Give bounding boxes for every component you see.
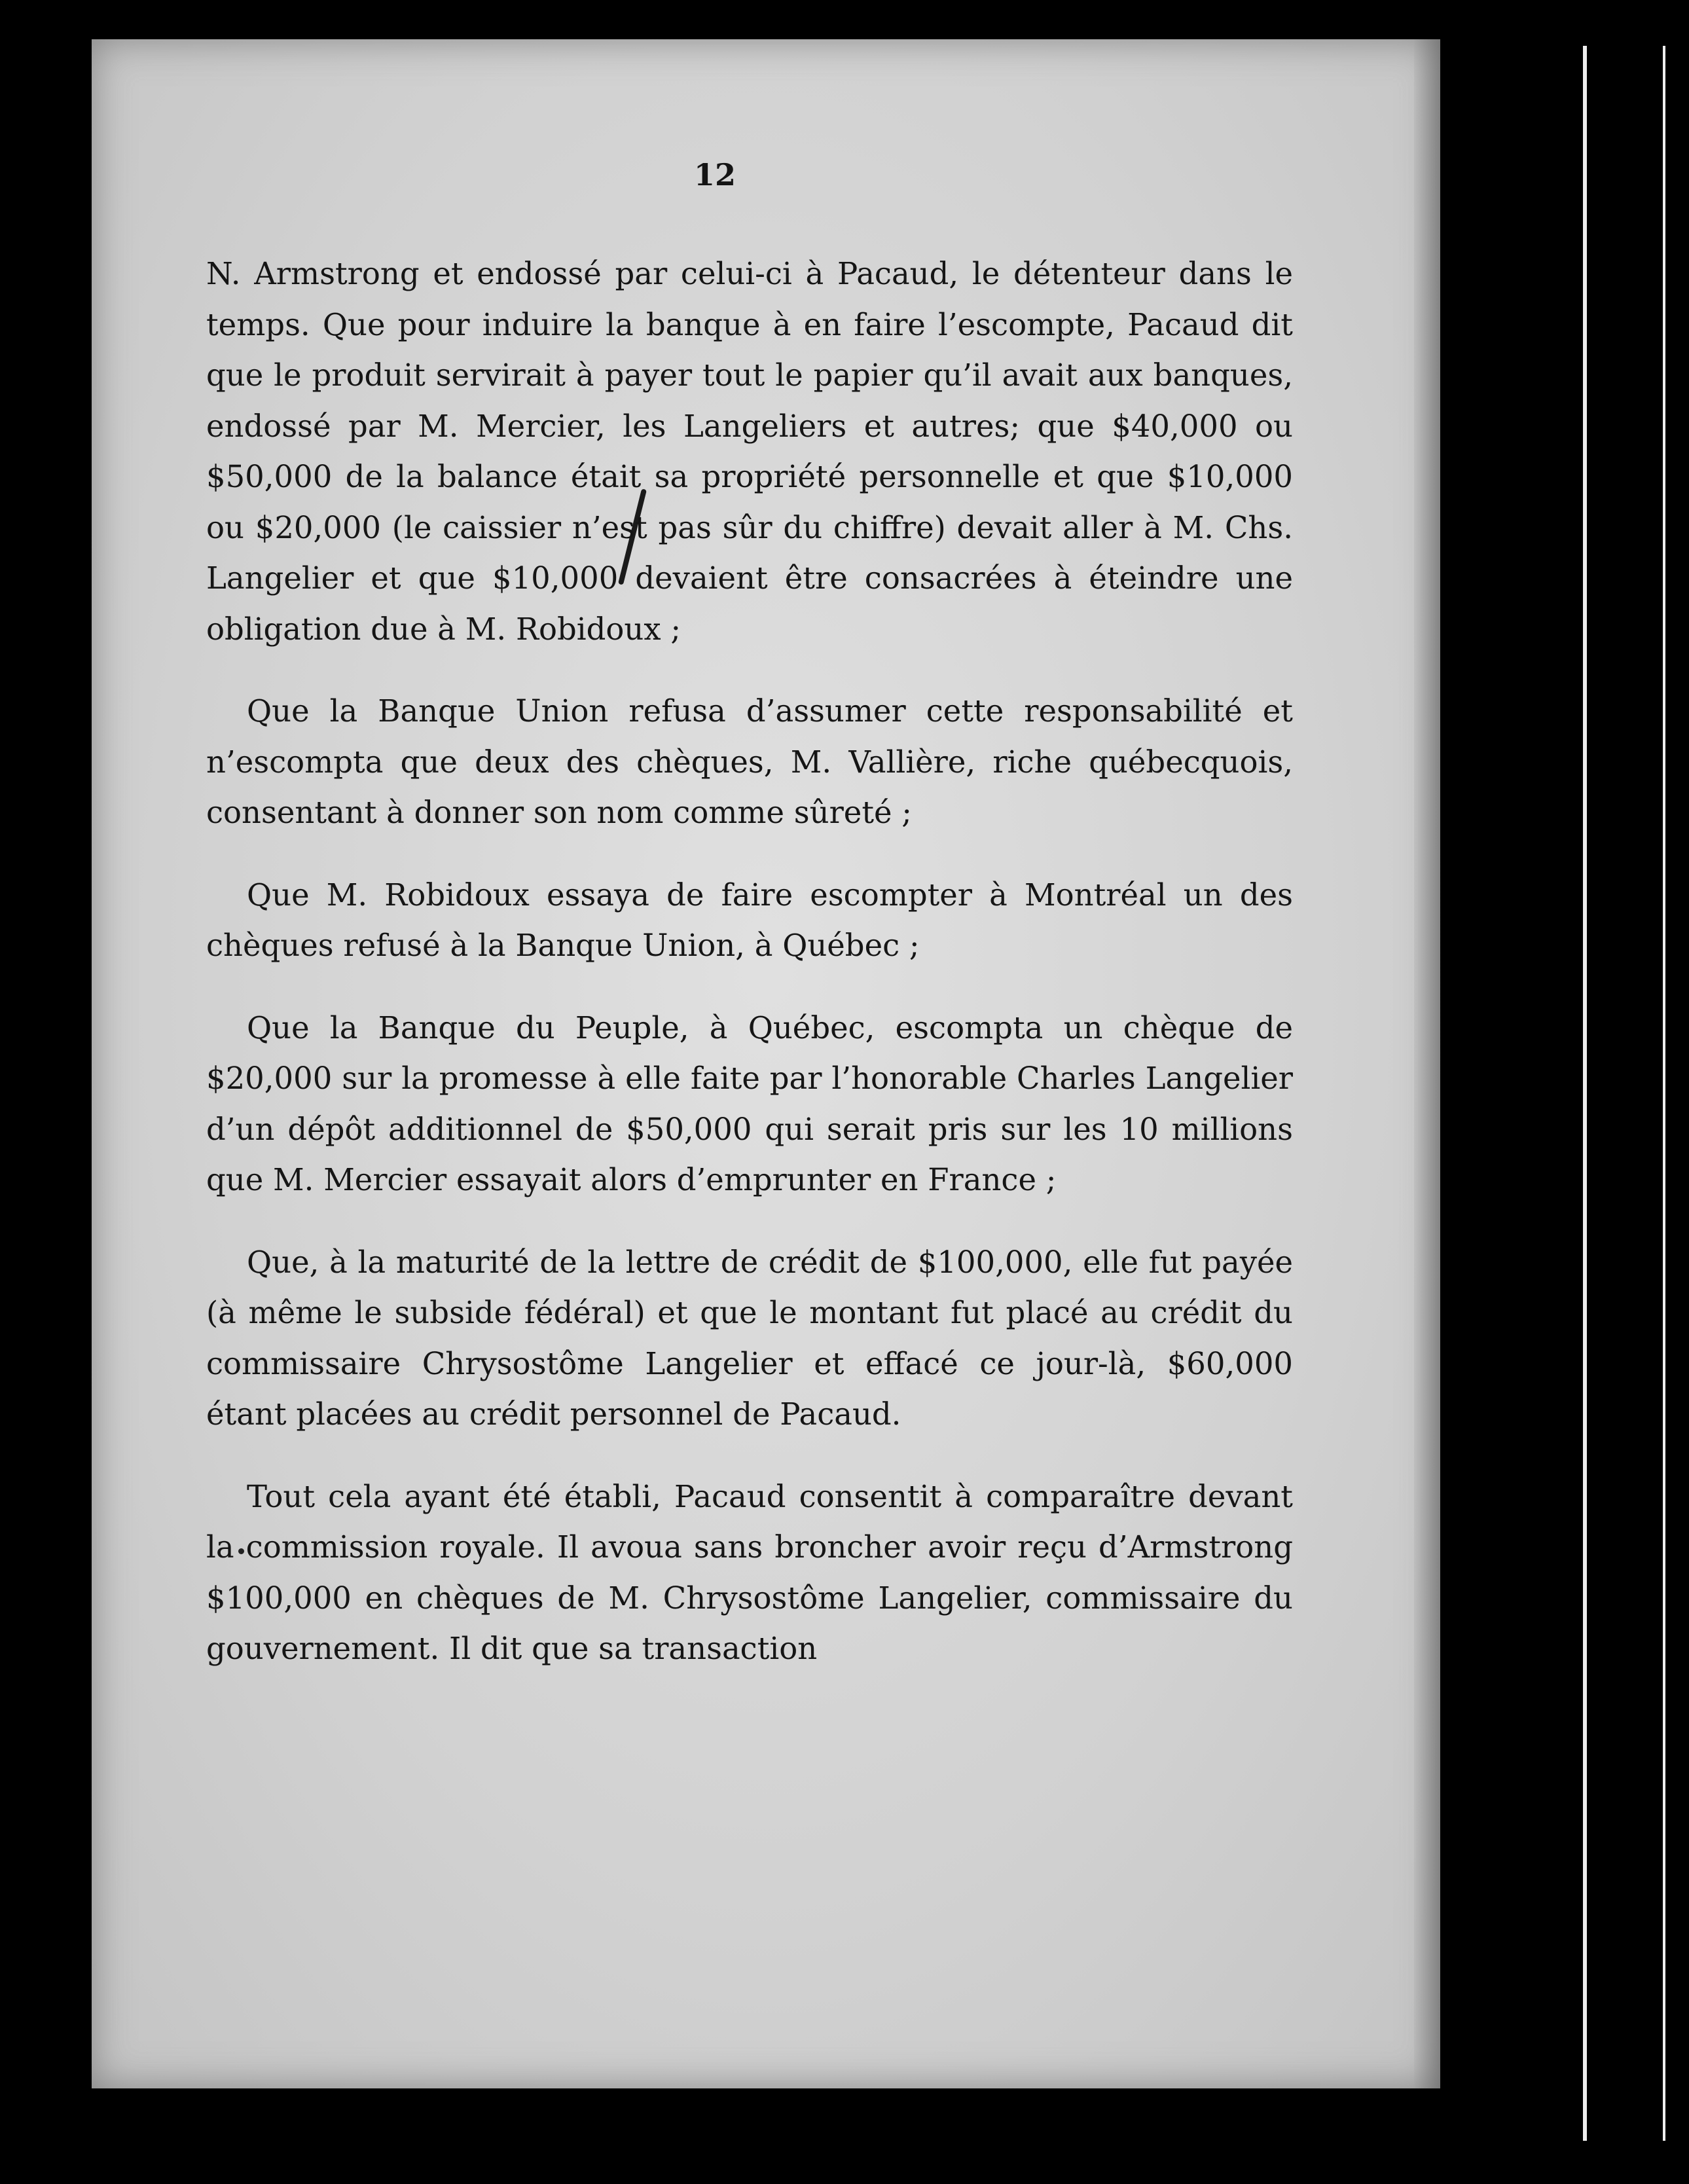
page-number: 12 <box>694 157 736 192</box>
scanner-edge <box>1663 46 1665 2141</box>
page-gutter-shadow <box>1414 39 1440 2088</box>
adjacent-page-edge <box>1583 46 1587 2141</box>
paragraph: Que, à la maturité de la lettre de crédit de $100,000, elle fut payée (à même le subside fédéral) et que le montant fut placé au crédit du commissaire Chrysostôme Langelier et effacé ce jour-là, $60,000 étant placées au crédit personnel de Pacaud. <box>206 1244 1293 1432</box>
paragraph: Que M. Robidoux essaya de faire escompter à Montréal un des chèques refusé à la Banque Union, à Québec ; <box>206 877 1293 963</box>
paragraph: Que la Banque Union refusa d’assumer cette responsabilité et n’escompta que deux des chèques, M. Vallière, riche québecquois, consentant à donner son nom comme sûreté ; <box>206 693 1293 830</box>
paragraph: Tout cela ayant été établi, Pacaud consentit à comparaître devant la commission royale. Il avoua sans broncher avoir reçu d’Armstrong $100,000 en chèques de M. Chrysostôme Langelier, commissaire du gouvernement. Il dit que sa transaction <box>206 1478 1293 1666</box>
paragraph: Que la Banque du Peuple, à Québec, escompta un chèque de $20,000 sur la promesse à elle faite par l’honorable Charles Langelier d’un dépôt additionnel de $50,000 qui serait pris sur les 10 millions que M. Mercier essayait alors d’emprunter en France ; <box>206 1010 1293 1197</box>
body-text <box>206 249 1293 1675</box>
paragraph-continued: N. Armstrong et endossé par celui-ci à Pacaud, le détenteur dans le temps. Que pour induire la banque à en faire l’escompte, Pacaud dit que le produit servirait à payer tout le papier qu’il avait aux banques, endossé par M. Mercier, les Langeliers et autres; que $40,000 ou $50,000 de la balance était sa propriété personnelle et que $10,000 ou $20,000 (le caissier n’est pas sûr du chiffre) devait aller à M. Chs. Langelier et que $10,000 devaient être consacrées à éteindre une obligation due à M. Robidoux ; <box>206 256 1293 647</box>
